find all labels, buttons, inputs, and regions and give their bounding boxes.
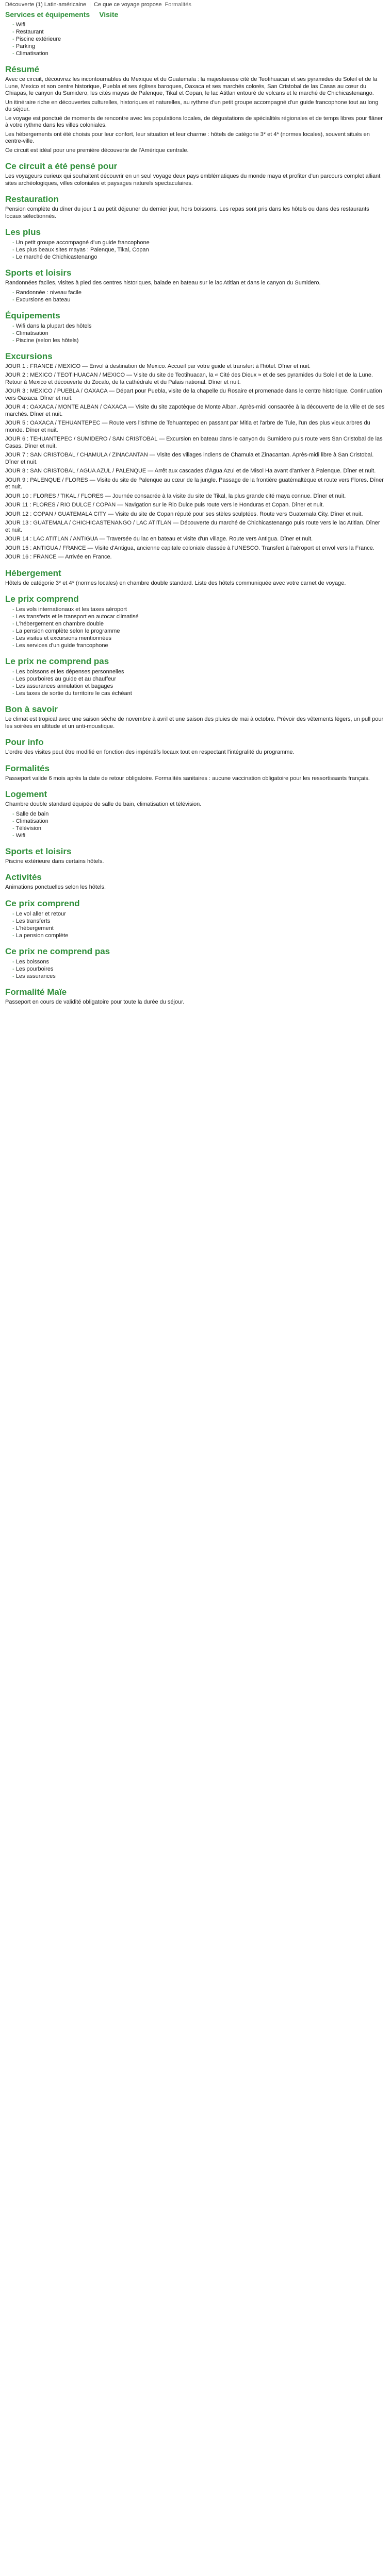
section-title: Bon à savoir <box>5 704 58 714</box>
list-item: - Télévision <box>12 825 386 832</box>
section-paragraph: Le climat est tropical avec une saison sèche de novembre à avril et une saison des pluies de mai à octobre. Prévoir des vêtements légers, un pull pour les soirées en altitude et un anti-moustique. <box>5 716 384 730</box>
section <box>5 194 386 220</box>
section-paragraph: Le voyage est ponctué de moments de rencontre avec les populations locales, de dégustations de spécialités régionales et de temps libres pour flâner à votre rythme dans les villes coloniales. <box>5 115 383 128</box>
list-item: - Excursions en bateau <box>12 296 386 303</box>
section-title: Pour info <box>5 737 44 747</box>
section <box>5 946 386 980</box>
section <box>5 594 386 649</box>
section-paragraph: Passeport valide 6 mois après la date de retour obligatoire. Formalités sanitaires : aucune vaccination obligatoire pour les ressortissants français. <box>5 775 370 782</box>
section-paragraph: Pension complète du dîner du jour 1 au petit déjeuner du dernier jour, hors boissons. Les repas sont pris dans les hôtels ou dans des restaurants locaux sélectionnés. <box>5 206 369 219</box>
list-item: - Climatisation <box>12 818 386 825</box>
section-list <box>5 289 386 303</box>
section-title: Sports et loisirs <box>5 846 72 856</box>
section-list <box>5 910 386 939</box>
section-paragraph: JOUR 12 : COPAN / GUATEMALA CITY — Visite du site de Copan réputé pour ses stèles sculptées. Route vers Guatemala City. Dîner et nuit. <box>5 511 363 517</box>
section <box>5 899 386 939</box>
section-paragraph: JOUR 4 : OAXACA / MONTE ALBAN / OAXACA — Visite du site zapotèque de Monte Alban. Après-midi consacrée à la découverte de la ville et de ses marchés. Dîner et nuit. <box>5 404 385 417</box>
section-paragraph: Chambre double standard équipée de salle de bain, climatisation et télévision. <box>5 801 202 807</box>
breadcrumb-note: Formalités <box>165 2 191 8</box>
section-paragraph: JOUR 2 : MEXICO / TEOTIHUACAN / MEXICO — Visite du site de Teotihuacan, la « Cité des Dieux » et de ses pyramides du Soleil et de la Lune. Retour à Mexico et découverte du Zocalo, de la cathédrale et du Palais national. Dîner et nuit. <box>5 372 373 385</box>
sections <box>5 64 386 1006</box>
section <box>5 351 386 561</box>
breadcrumb-right[interactable]: Ce que ce voyage propose <box>94 2 162 8</box>
services-list <box>5 21 386 57</box>
section-title: Équipements <box>5 310 60 320</box>
section-paragraph: JOUR 14 : LAC ATITLAN / ANTIGUA — Traversée du lac en bateau et visite d'un village. Route vers Antigua. Dîner et nuit. <box>5 536 313 542</box>
section <box>5 311 386 344</box>
section-paragraph: JOUR 13 : GUATEMALA / CHICHICASTENANGO / LAC ATITLAN — Découverte du marché de Chichicastenango puis route vers le lac Atitlan. Dîner et nuit. <box>5 520 380 533</box>
section-title: Ce circuit a été pensé pour <box>5 161 118 171</box>
list-item: - Les vols internationaux et les taxes aéroport <box>12 606 386 613</box>
list-item: - Les boissons <box>12 958 386 965</box>
section-paragraph: Avec ce circuit, découvrez les incontournables du Mexique et du Guatemala : la majestueuse cité de Teotihuacan et ses pyramides du Soleil et de la Lune, Mexico et son centre historique, Puebla et ses églises baroques, Oaxaca et ses marchés colorés, San Cristobal de las Casas au cœur du Chiapas, le canyon du Sumidero, les cités mayas de Palenque, Tikal et Copan, le lac Atitlan entouré de volcans et le marché de Chichicastenango. <box>5 76 378 96</box>
list-item: - L'hébergement en chambre double <box>12 620 386 628</box>
list-item: - Climatisation <box>12 50 386 57</box>
section <box>5 268 386 303</box>
section-title: Le prix comprend <box>5 594 79 604</box>
list-item: - Le vol aller et retour <box>12 910 386 918</box>
section-paragraph: JOUR 15 : ANTIGUA / FRANCE — Visite d'Antigua, ancienne capitale coloniale classée à l'UNESCO. Transfert à l'aéroport et envol vers la France. <box>5 545 374 551</box>
list-item: - Les assurances annulation et bagages <box>12 683 386 690</box>
section <box>5 789 386 839</box>
section-paragraph: Un itinéraire riche en découvertes culturelles, historiques et naturelles, au rythme d'un petit groupe accompagné d'un guide francophone tout au long du séjour. <box>5 99 379 112</box>
list-item: - Les transferts et le transport en autocar climatisé <box>12 613 386 620</box>
section-paragraph: JOUR 6 : TEHUANTEPEC / SUMIDERO / SAN CRISTOBAL — Excursion en bateau dans le canyon du Sumidero puis route vers San Cristobal de las Casas. Dîner et nuit. <box>5 436 383 449</box>
breadcrumb-sep: | <box>89 2 91 8</box>
list-item: - Le marché de Chichicastenango <box>12 253 386 261</box>
list-item: - Salle de bain <box>12 810 386 818</box>
list-item: - Les pourboires <box>12 965 386 973</box>
list-item: - Les taxes de sortie du territoire le cas échéant <box>12 690 386 697</box>
section-title: Restauration <box>5 194 59 204</box>
section-paragraph: JOUR 16 : FRANCE — Arrivée en France. <box>5 554 112 560</box>
list-item: - Wifi dans la plupart des hôtels <box>12 323 386 330</box>
section-paragraph: Les hébergements ont été choisis pour leur confort, leur situation et leur charme : hôtels de catégorie 3* et 4* (normes locales), souvent situés en centre-ville. <box>5 131 370 144</box>
section <box>5 64 386 154</box>
section-paragraph: JOUR 3 : MEXICO / PUEBLA / OAXACA — Départ pour Puebla, visite de la chapelle du Rosaire et promenade dans le centre historique. Continuation vers Oaxaca. Dîner et nuit. <box>5 388 382 401</box>
list-item: - Randonnée : niveau facile <box>12 289 386 296</box>
tab-visite[interactable]: Visite <box>99 10 119 19</box>
list-item: - Wifi <box>12 21 386 28</box>
section-paragraph: Randonnées faciles, visites à pied des centres historiques, balade en bateau sur le lac Atitlan et dans le canyon du Sumidero. <box>5 280 321 286</box>
section-paragraph: JOUR 10 : FLORES / TIKAL / FLORES — Journée consacrée à la visite du site de Tikal, la plus grande cité maya connue. Dîner et nuit. <box>5 493 346 499</box>
tab-services[interactable]: Services et équipements <box>5 10 90 19</box>
list-item: - Les visites et excursions mentionnées <box>12 635 386 642</box>
list-item: - Les transferts <box>12 918 386 925</box>
section-list <box>5 810 386 839</box>
section-paragraph: Piscine extérieure dans certains hôtels. <box>5 858 104 865</box>
section-list <box>5 239 386 261</box>
section <box>5 568 386 587</box>
section-paragraph: Ce circuit est idéal pour une première découverte de l'Amérique centrale. <box>5 147 189 154</box>
section-paragraph: JOUR 8 : SAN CRISTOBAL / AGUA AZUL / PALENQUE — Arrêt aux cascades d'Agua Azul et de Misol Ha avant d'arriver à Palenque. Dîner et nuit. <box>5 468 376 474</box>
section <box>5 764 386 783</box>
section-list <box>5 606 386 649</box>
list-item: - Les assurances <box>12 973 386 980</box>
section <box>5 846 386 866</box>
section-paragraph: Animations ponctuelles selon les hôtels. <box>5 884 106 890</box>
breadcrumb-left[interactable]: Découverte (1) Latin-américaine <box>5 2 87 8</box>
section-list <box>5 958 386 980</box>
section-paragraph: L'ordre des visites peut être modifié en fonction des impératifs locaux tout en respectant l'intégralité du programme. <box>5 749 295 755</box>
list-item: - La pension complète <box>12 932 386 939</box>
section-title: Formalités <box>5 763 50 773</box>
section <box>5 872 386 891</box>
section-title: Ce prix ne comprend pas <box>5 946 110 956</box>
section-title: Formalité Maïe <box>5 987 67 997</box>
section-title: Sports et loisirs <box>5 268 72 278</box>
section <box>5 656 386 697</box>
section-paragraph: Passeport en cours de validité obligatoire pour toute la durée du séjour. <box>5 998 185 1005</box>
section-paragraph: JOUR 9 : PALENQUE / FLORES — Visite du site de Palenque au cœur de la jungle. Passage de la frontière guatémaltèque et route vers Flores. Dîner et nuit. <box>5 477 384 490</box>
section-title: Activités <box>5 872 42 882</box>
section <box>5 737 386 756</box>
list-item: - Les pourboires au guide et au chauffeur <box>12 675 386 683</box>
list-item: - Piscine (selon les hôtels) <box>12 337 386 344</box>
section-list <box>5 668 386 697</box>
list-item: - Les services d'un guide francophone <box>12 642 386 649</box>
section-paragraph: JOUR 11 : FLORES / RIO DULCE / COPAN — Navigation sur le Rio Dulce puis route vers le Honduras et Copan. Dîner et nuit. <box>5 502 324 508</box>
list-item: - Parking <box>12 43 386 50</box>
list-item: - La pension complète selon le programme <box>12 628 386 635</box>
list-item: - Piscine extérieure <box>12 36 386 43</box>
section-title: Ce prix comprend <box>5 898 80 908</box>
section-list <box>5 323 386 344</box>
section-title: Hébergement <box>5 568 61 578</box>
section-title: Excursions <box>5 351 53 361</box>
section <box>5 987 386 1006</box>
list-item: - Les plus beaux sites mayas : Palenque, Tikal, Copan <box>12 246 386 253</box>
list-item: - Les boissons et les dépenses personnelles <box>12 668 386 675</box>
top-bar <box>5 0 386 9</box>
section-paragraph: JOUR 1 : FRANCE / MEXICO — Envol à destination de Mexico. Accueil par votre guide et transfert à l'hôtel. Dîner et nuit. <box>5 363 311 369</box>
section-paragraph: JOUR 7 : SAN CRISTOBAL / CHAMULA / ZINACANTAN — Visite des villages indiens de Chamula et Zinacantan. Après-midi libre à San Cristobal. Dîner et nuit. <box>5 452 374 465</box>
list-item: - L'hébergement <box>12 925 386 932</box>
section-paragraph: Les voyageurs curieux qui souhaitent découvrir en un seul voyage deux pays emblématiques du monde maya et profiter d'un parcours complet alliant sites archéologiques, villes coloniales et paysages naturels spectaculaires. <box>5 173 381 187</box>
section-title: Les plus <box>5 227 41 237</box>
section-title: Logement <box>5 789 47 799</box>
list-item: - Wifi <box>12 832 386 839</box>
section <box>5 161 386 187</box>
section-title: Le prix ne comprend pas <box>5 656 109 666</box>
section-paragraph: JOUR 5 : OAXACA / TEHUANTEPEC — Route vers l'isthme de Tehuantepec en passant par Mitla et l'arbre de Tule, l'un des plus vieux arbres du monde. Dîner et nuit. <box>5 420 370 433</box>
section <box>5 227 386 261</box>
list-item: - Un petit groupe accompagné d'un guide francophone <box>12 239 386 246</box>
section-paragraph: Hôtels de catégorie 3* et 4* (normes locales) en chambre double standard. Liste des hôtels communiquée avec votre carnet de voyage. <box>5 580 346 586</box>
section <box>5 704 386 730</box>
list-item: - Restaurant <box>12 28 386 36</box>
section-title: Résumé <box>5 64 40 74</box>
tabs <box>5 10 386 20</box>
list-item: - Climatisation <box>12 330 386 337</box>
